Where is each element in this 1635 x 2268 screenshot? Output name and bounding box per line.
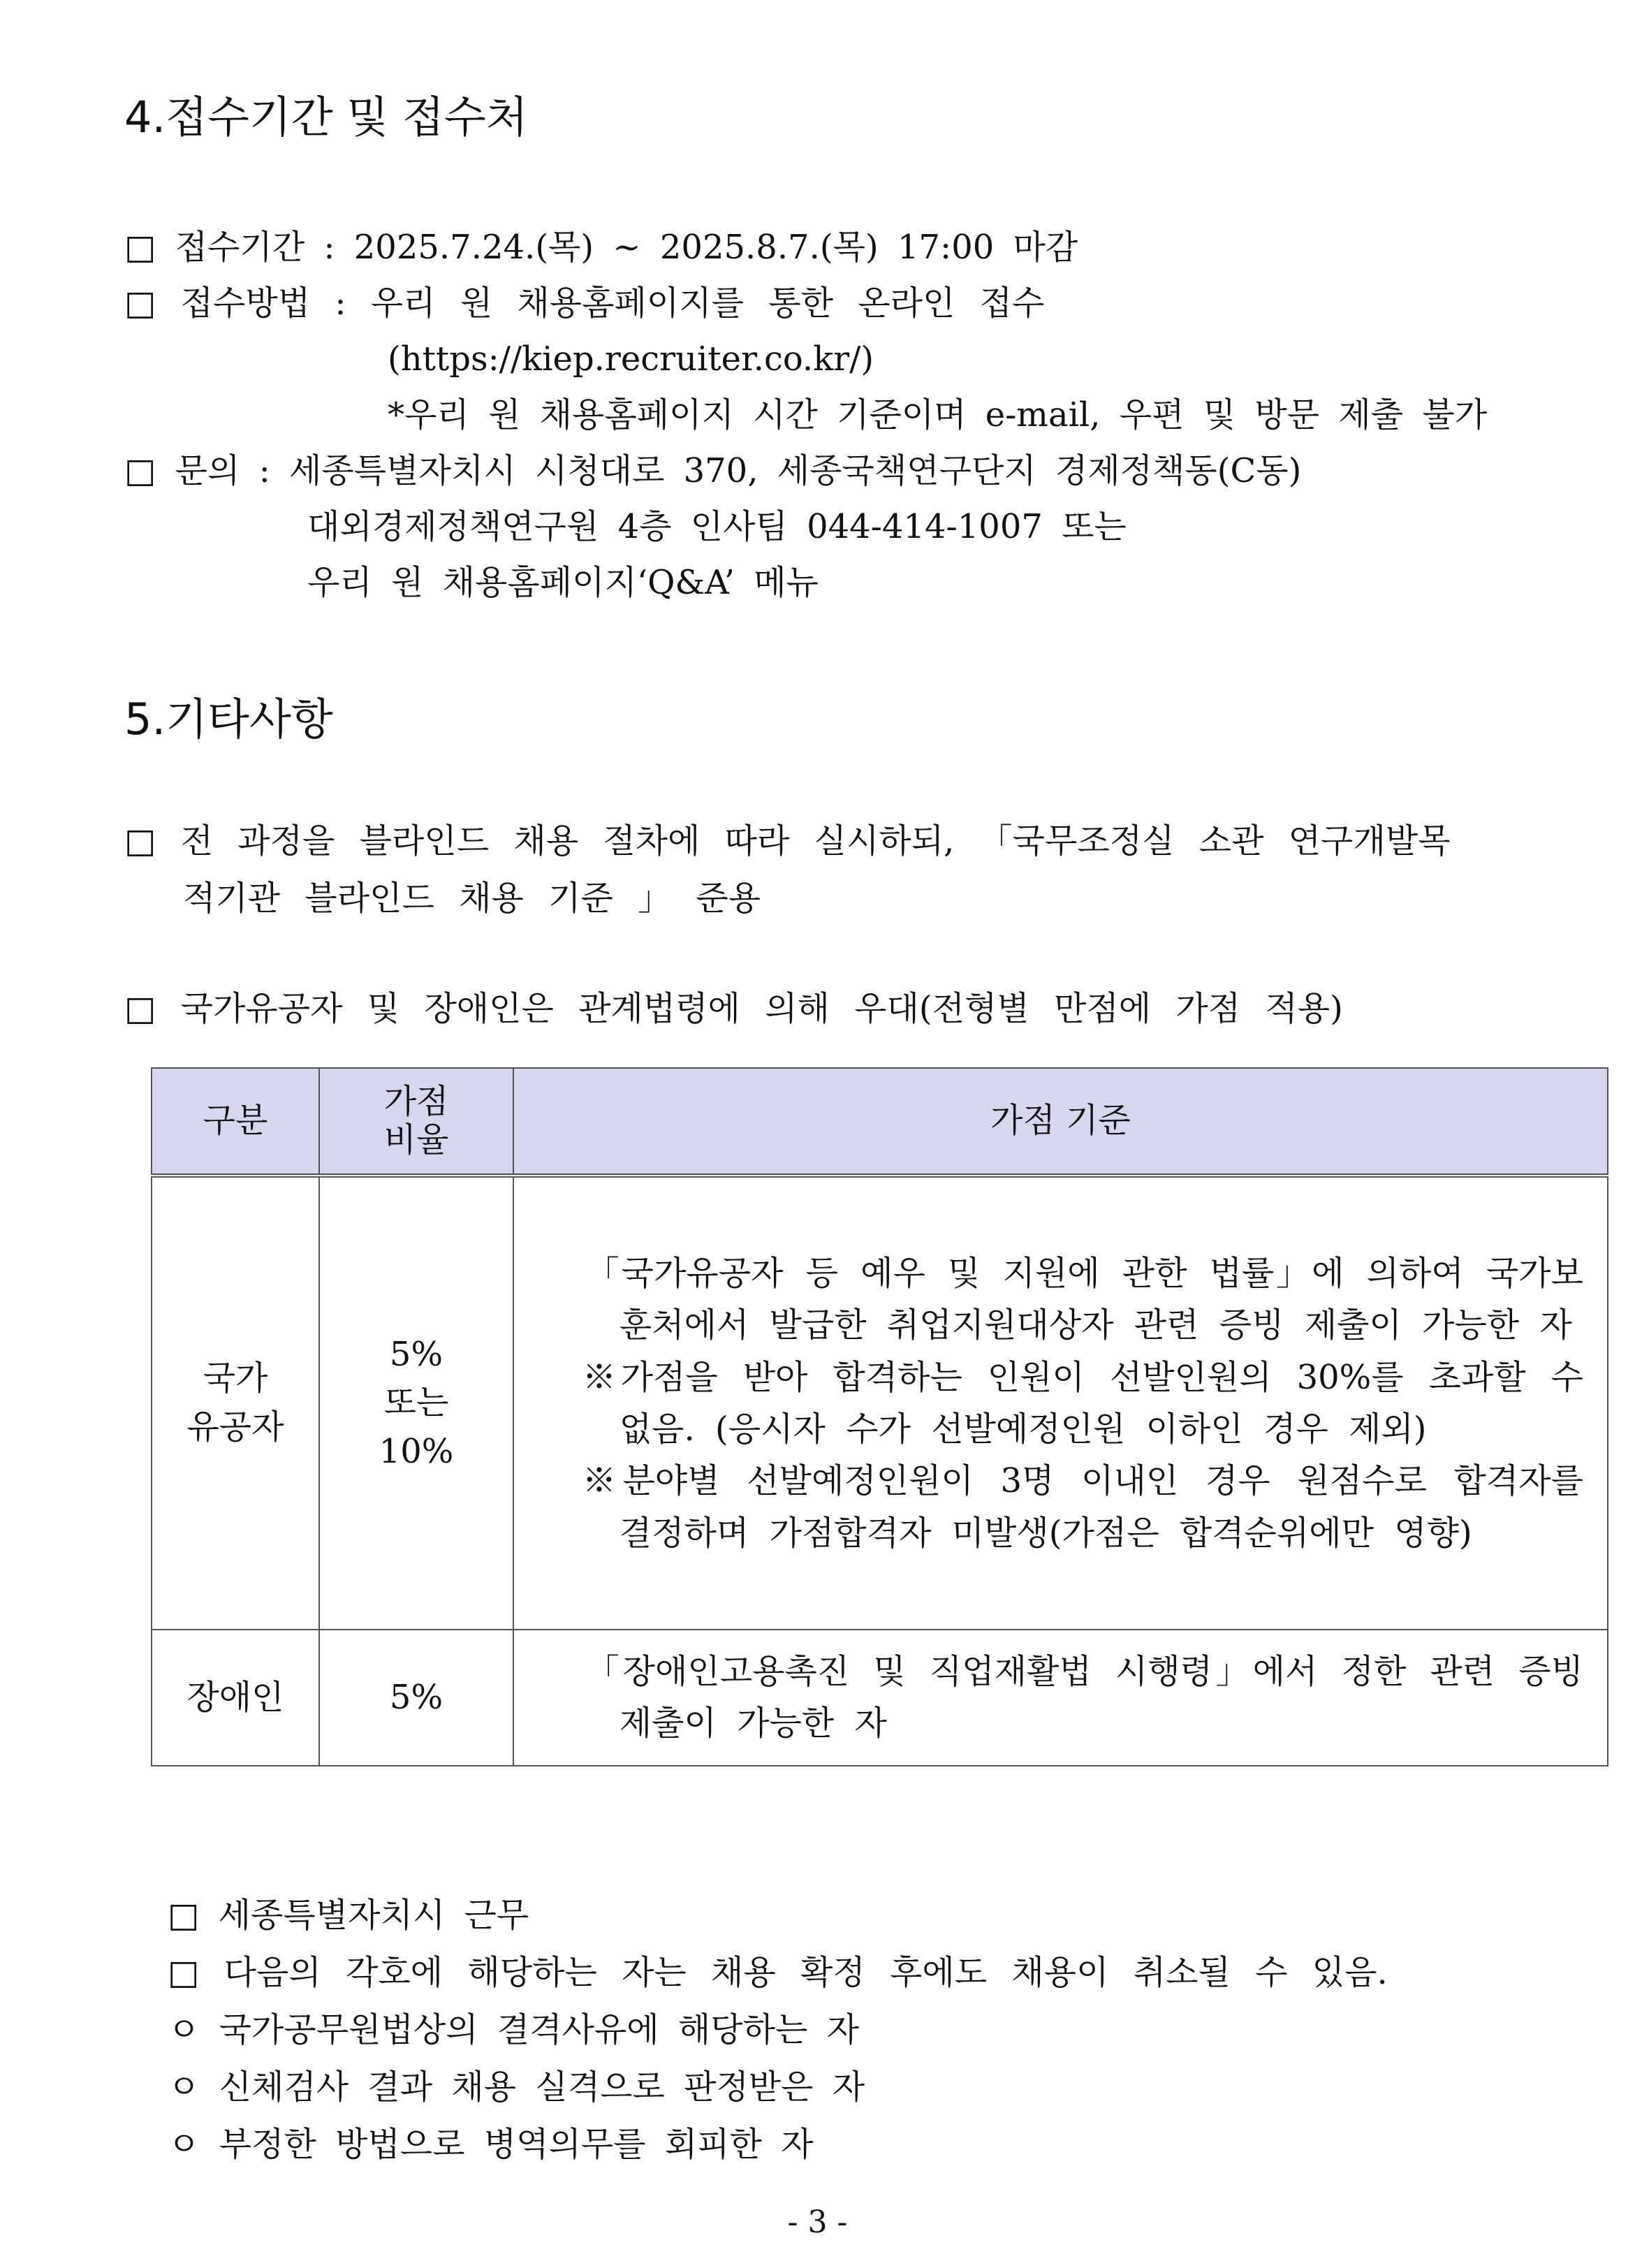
preference-statement: □ 국가유공자 및 장애인은 관계법령에 의해 우대(전형별 만점에 가점 적용)	[124, 989, 1343, 1028]
reception-period: □ 접수기간 : 2025.7.24.(목) ~ 2025.8.7.(목) 17:00 마감	[124, 228, 1078, 267]
reception-method-note: *우리 원 채용홈페이지 시간 기준이며 e-mail, 우편 및 방문 제출 불가	[388, 395, 1488, 434]
veterans-ratio-line-2: 또는	[383, 1383, 449, 1423]
veterans-ratio-line-1: 5%	[389, 1334, 443, 1374]
blind-hiring-line-1: □ 전 과정을 블라인드 채용 절차에 따라 실시하되, 「국무조정실 소관 연구개발목	[124, 821, 1451, 861]
header-criteria: 가점 기준	[513, 1068, 1608, 1176]
header-ratio-line-1: 가점	[383, 1081, 449, 1121]
blind-hiring-line-2: 적기관 블라인드 채용 기준 」 준용	[183, 879, 761, 918]
row-criteria-veterans	[513, 1176, 1608, 1630]
row-category-disabled: 장애인	[152, 1630, 319, 1766]
veterans-criteria-note-1: ※가점을 받아 합격하는 인원이 선발인원의 30%를 초과할 수 없음. (응시자 수가 선발예정인원 이하인 경우 제외)	[582, 1357, 1583, 1449]
header-category: 구분	[152, 1068, 319, 1176]
table-row	[152, 1176, 1608, 1630]
disabled-criteria-main: 「장애인고용촉진 및 직업재활법 시행령」에서 정한 관련 증빙 제출이 가능한 자	[585, 1652, 1583, 1743]
section5-title: 5.기타사항	[124, 694, 333, 745]
section4-title: 4.접수기간 및 접수처	[124, 92, 528, 142]
reception-method: □ 접수방법 : 우리 원 채용홈페이지를 통한 온라인 접수	[124, 284, 1045, 323]
contact-line-1: □ 문의 : 세종특별자치시 시청대로 370, 세종국책연구단지 경제정책동(C동)	[124, 451, 1302, 490]
contact-line-3: 우리 원 채용홈페이지‘Q&A’ 메뉴	[307, 563, 819, 602]
list-item: ㅇ 국가공무원법상의 결격사유에 해당하는 자	[168, 2010, 860, 2049]
header-ratio	[319, 1068, 513, 1176]
recruit-site-url: (https://kiep.recruiter.co.kr/)	[388, 339, 874, 379]
workplace-notice: □ 세종특별자치시 근무	[168, 1896, 529, 1935]
veterans-ratio-line-3: 10%	[379, 1431, 454, 1471]
veterans-category-line-1: 국가	[203, 1359, 268, 1398]
row-ratio-veterans	[319, 1176, 513, 1630]
table-header-row	[152, 1068, 1608, 1176]
contact-line-2: 대외경제정책연구원 4층 인사팀 044-414-1007 또는	[307, 507, 1127, 546]
row-category-veterans	[152, 1176, 319, 1630]
veterans-criteria-note-2: ※분야별 선발예정인원이 3명 이내인 경우 원점수로 합격자를 결정하며 가점합격자 미발생(가점은 합격순위에만 영향)	[582, 1461, 1583, 1553]
bonus-points-table	[151, 1067, 1608, 1766]
veterans-criteria-main: 「국가유공자 등 예우 및 지원에 관한 법률」에 의하여 국가보훈처에서 발급한 취업지원대상자 관련 증빙 제출이 가능한 자	[585, 1253, 1583, 1345]
row-criteria-disabled	[513, 1630, 1608, 1766]
cancellation-notice: □ 다음의 각호에 해당하는 자는 채용 확정 후에도 채용이 취소될 수 있음.	[168, 1953, 1388, 1992]
list-item: ㅇ 부정한 방법으로 병역의무를 회피한 자	[168, 2125, 814, 2164]
table-row	[152, 1630, 1608, 1766]
page-number: - 3 -	[787, 2204, 848, 2240]
list-item: ㅇ 신체검사 결과 채용 실격으로 판정받은 자	[168, 2068, 865, 2107]
veterans-category-line-2: 유공자	[186, 1407, 284, 1447]
row-ratio-disabled: 5%	[319, 1630, 513, 1766]
header-ratio-line-2: 비율	[383, 1120, 449, 1159]
